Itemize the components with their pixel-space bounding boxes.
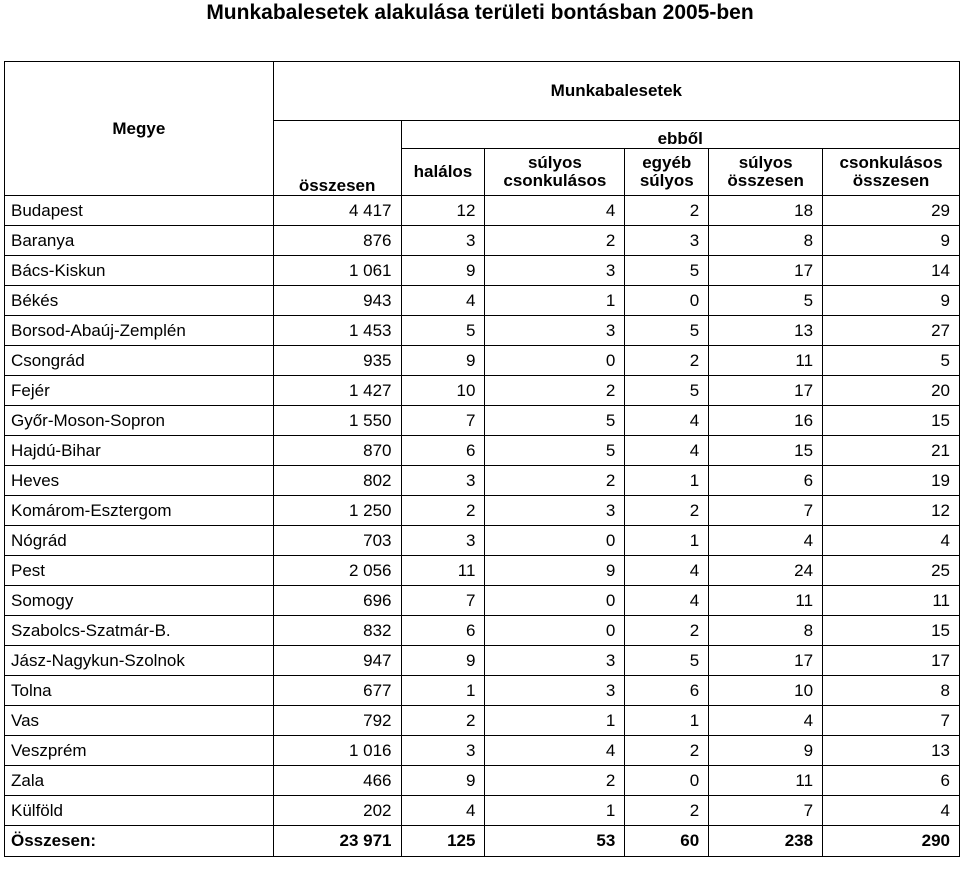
cell-halalos: 4: [401, 286, 485, 316]
header-line: súlyos: [639, 171, 694, 190]
total-sulyos-osszesen: 238: [709, 826, 823, 857]
table-row: [5, 586, 960, 616]
table-row: [5, 496, 960, 526]
cell-sulyos-osszesen: 8: [709, 616, 823, 646]
header-sulyos-osszesen: [709, 149, 823, 196]
cell-osszesen: 947: [273, 646, 401, 676]
table-row: [5, 196, 960, 226]
header-line: összesen: [727, 171, 804, 190]
cell-sulyos-osszesen: 16: [709, 406, 823, 436]
cell-sulyos-osszesen: 4: [709, 706, 823, 736]
cell-halalos: 9: [401, 256, 485, 286]
cell-megye: Pest: [5, 556, 274, 586]
cell-halalos: 7: [401, 406, 485, 436]
table-row: [5, 796, 960, 826]
cell-osszesen: 876: [273, 226, 401, 256]
cell-csonkulasos-osszesen: 8: [823, 676, 960, 706]
cell-osszesen: 677: [273, 676, 401, 706]
cell-halalos: 3: [401, 736, 485, 766]
cell-halalos: 7: [401, 586, 485, 616]
cell-sulyos-csonkulasos: 9: [485, 556, 625, 586]
cell-csonkulasos-osszesen: 29: [823, 196, 960, 226]
total-row: [5, 826, 960, 857]
cell-megye: Veszprém: [5, 736, 274, 766]
cell-sulyos-csonkulasos: 5: [485, 436, 625, 466]
cell-sulyos-csonkulasos: 3: [485, 316, 625, 346]
total-megye: Összesen:: [5, 826, 274, 857]
cell-egyeb-sulyos: 2: [625, 496, 709, 526]
cell-osszesen: 935: [273, 346, 401, 376]
cell-sulyos-csonkulasos: 1: [485, 706, 625, 736]
cell-csonkulasos-osszesen: 9: [823, 286, 960, 316]
cell-osszesen: 1 016: [273, 736, 401, 766]
cell-megye: Baranya: [5, 226, 274, 256]
cell-osszesen: 870: [273, 436, 401, 466]
cell-egyeb-sulyos: 2: [625, 736, 709, 766]
cell-halalos: 9: [401, 646, 485, 676]
cell-halalos: 12: [401, 196, 485, 226]
cell-osszesen: 1 427: [273, 376, 401, 406]
header-line: súlyos: [527, 153, 582, 172]
cell-sulyos-osszesen: 5: [709, 286, 823, 316]
header-halalos: halálos: [401, 149, 485, 196]
cell-egyeb-sulyos: 2: [625, 196, 709, 226]
header-line: összesen: [852, 171, 930, 190]
cell-megye: Budapest: [5, 196, 274, 226]
cell-sulyos-osszesen: 10: [709, 676, 823, 706]
cell-sulyos-csonkulasos: 0: [485, 346, 625, 376]
cell-egyeb-sulyos: 4: [625, 406, 709, 436]
cell-megye: Bács-Kiskun: [5, 256, 274, 286]
accident-table: [4, 61, 960, 857]
table-row: [5, 646, 960, 676]
cell-sulyos-csonkulasos: 3: [485, 496, 625, 526]
table-row: [5, 556, 960, 586]
cell-megye: Jász-Nagykun-Szolnok: [5, 646, 274, 676]
cell-egyeb-sulyos: 1: [625, 526, 709, 556]
cell-sulyos-osszesen: 8: [709, 226, 823, 256]
total-csonkulasos-osszesen: 290: [823, 826, 960, 857]
cell-csonkulasos-osszesen: 27: [823, 316, 960, 346]
cell-sulyos-osszesen: 7: [709, 796, 823, 826]
cell-egyeb-sulyos: 2: [625, 346, 709, 376]
cell-halalos: 5: [401, 316, 485, 346]
cell-halalos: 4: [401, 796, 485, 826]
table-row: [5, 376, 960, 406]
cell-halalos: 2: [401, 496, 485, 526]
header-line: egyéb: [642, 153, 692, 172]
cell-sulyos-osszesen: 6: [709, 466, 823, 496]
cell-osszesen: 202: [273, 796, 401, 826]
cell-sulyos-osszesen: 9: [709, 736, 823, 766]
cell-halalos: 3: [401, 466, 485, 496]
header-line: csonkulásos: [839, 153, 943, 172]
cell-megye: Heves: [5, 466, 274, 496]
cell-egyeb-sulyos: 3: [625, 226, 709, 256]
table-row: [5, 766, 960, 796]
cell-csonkulasos-osszesen: 11: [823, 586, 960, 616]
cell-csonkulasos-osszesen: 5: [823, 346, 960, 376]
cell-sulyos-osszesen: 7: [709, 496, 823, 526]
header-egyeb-sulyos: [625, 149, 709, 196]
header-line: súlyos: [738, 153, 793, 172]
cell-osszesen: 832: [273, 616, 401, 646]
cell-egyeb-sulyos: 2: [625, 796, 709, 826]
cell-egyeb-sulyos: 5: [625, 256, 709, 286]
cell-megye: Somogy: [5, 586, 274, 616]
cell-sulyos-osszesen: 4: [709, 526, 823, 556]
header-osszesen: összesen: [273, 121, 401, 196]
cell-sulyos-csonkulasos: 1: [485, 286, 625, 316]
cell-sulyos-csonkulasos: 0: [485, 526, 625, 556]
cell-sulyos-osszesen: 17: [709, 256, 823, 286]
cell-egyeb-sulyos: 0: [625, 766, 709, 796]
cell-megye: Komárom-Esztergom: [5, 496, 274, 526]
cell-sulyos-csonkulasos: 2: [485, 466, 625, 496]
cell-osszesen: 696: [273, 586, 401, 616]
total-halalos: 125: [401, 826, 485, 857]
cell-csonkulasos-osszesen: 15: [823, 406, 960, 436]
cell-megye: Győr-Moson-Sopron: [5, 406, 274, 436]
cell-sulyos-csonkulasos: 3: [485, 256, 625, 286]
table-body: [5, 196, 960, 857]
cell-egyeb-sulyos: 1: [625, 706, 709, 736]
cell-sulyos-csonkulasos: 4: [485, 736, 625, 766]
header-sulyos-csonkulasos: [485, 149, 625, 196]
cell-megye: Vas: [5, 706, 274, 736]
cell-csonkulasos-osszesen: 19: [823, 466, 960, 496]
cell-sulyos-csonkulasos: 0: [485, 616, 625, 646]
cell-megye: Tolna: [5, 676, 274, 706]
cell-sulyos-osszesen: 11: [709, 586, 823, 616]
cell-osszesen: 1 453: [273, 316, 401, 346]
cell-csonkulasos-osszesen: 13: [823, 736, 960, 766]
cell-sulyos-osszesen: 15: [709, 436, 823, 466]
cell-csonkulasos-osszesen: 12: [823, 496, 960, 526]
table-row: [5, 706, 960, 736]
cell-csonkulasos-osszesen: 7: [823, 706, 960, 736]
cell-egyeb-sulyos: 6: [625, 676, 709, 706]
cell-sulyos-osszesen: 17: [709, 646, 823, 676]
cell-halalos: 1: [401, 676, 485, 706]
cell-csonkulasos-osszesen: 17: [823, 646, 960, 676]
cell-sulyos-osszesen: 13: [709, 316, 823, 346]
cell-megye: Szabolcs-Szatmár-B.: [5, 616, 274, 646]
cell-sulyos-osszesen: 11: [709, 766, 823, 796]
cell-halalos: 10: [401, 376, 485, 406]
cell-sulyos-csonkulasos: 5: [485, 406, 625, 436]
cell-halalos: 9: [401, 346, 485, 376]
table-row: [5, 316, 960, 346]
cell-egyeb-sulyos: 4: [625, 586, 709, 616]
cell-halalos: 3: [401, 226, 485, 256]
cell-egyeb-sulyos: 5: [625, 376, 709, 406]
cell-csonkulasos-osszesen: 15: [823, 616, 960, 646]
cell-megye: Csongrád: [5, 346, 274, 376]
cell-csonkulasos-osszesen: 4: [823, 796, 960, 826]
table-row: [5, 616, 960, 646]
cell-halalos: 6: [401, 616, 485, 646]
header-munkabalesetek: Munkabalesetek: [273, 62, 959, 121]
header-csonkulasos-osszesen: [823, 149, 960, 196]
cell-sulyos-csonkulasos: 2: [485, 226, 625, 256]
cell-osszesen: 792: [273, 706, 401, 736]
cell-halalos: 6: [401, 436, 485, 466]
cell-sulyos-osszesen: 11: [709, 346, 823, 376]
table-row: [5, 286, 960, 316]
table-row: [5, 346, 960, 376]
cell-osszesen: 703: [273, 526, 401, 556]
cell-osszesen: 1 550: [273, 406, 401, 436]
table-row: [5, 526, 960, 556]
cell-osszesen: 2 056: [273, 556, 401, 586]
total-sulyos-csonkulasos: 53: [485, 826, 625, 857]
cell-megye: Borsod-Abaúj-Zemplén: [5, 316, 274, 346]
total-egyeb-sulyos: 60: [625, 826, 709, 857]
cell-egyeb-sulyos: 5: [625, 646, 709, 676]
cell-egyeb-sulyos: 4: [625, 556, 709, 586]
cell-osszesen: 4 417: [273, 196, 401, 226]
cell-osszesen: 802: [273, 466, 401, 496]
cell-egyeb-sulyos: 1: [625, 466, 709, 496]
cell-megye: Fejér: [5, 376, 274, 406]
cell-csonkulasos-osszesen: 4: [823, 526, 960, 556]
cell-csonkulasos-osszesen: 14: [823, 256, 960, 286]
cell-megye: Nógrád: [5, 526, 274, 556]
cell-sulyos-csonkulasos: 1: [485, 796, 625, 826]
cell-egyeb-sulyos: 4: [625, 436, 709, 466]
table-row: [5, 736, 960, 766]
header-line: csonkulásos: [503, 171, 607, 190]
cell-egyeb-sulyos: 2: [625, 616, 709, 646]
cell-csonkulasos-osszesen: 25: [823, 556, 960, 586]
cell-csonkulasos-osszesen: 20: [823, 376, 960, 406]
cell-csonkulasos-osszesen: 21: [823, 436, 960, 466]
cell-sulyos-csonkulasos: 3: [485, 676, 625, 706]
cell-csonkulasos-osszesen: 6: [823, 766, 960, 796]
header-ebbol: ebből: [401, 121, 959, 149]
cell-osszesen: 943: [273, 286, 401, 316]
cell-osszesen: 1 250: [273, 496, 401, 526]
cell-sulyos-osszesen: 24: [709, 556, 823, 586]
cell-sulyos-osszesen: 18: [709, 196, 823, 226]
cell-csonkulasos-osszesen: 9: [823, 226, 960, 256]
total-osszesen: 23 971: [273, 826, 401, 857]
header-megye: Megye: [5, 62, 274, 196]
cell-megye: Zala: [5, 766, 274, 796]
cell-megye: Külföld: [5, 796, 274, 826]
cell-osszesen: 466: [273, 766, 401, 796]
table-row: [5, 436, 960, 466]
cell-egyeb-sulyos: 5: [625, 316, 709, 346]
cell-halalos: 11: [401, 556, 485, 586]
cell-halalos: 2: [401, 706, 485, 736]
page-title: Munkabalesetek alakulása területi bontásban 2005-ben: [206, 1, 754, 24]
table-row: [5, 226, 960, 256]
cell-osszesen: 1 061: [273, 256, 401, 286]
table-row: [5, 406, 960, 436]
cell-sulyos-csonkulasos: 2: [485, 766, 625, 796]
table-row: [5, 256, 960, 286]
cell-sulyos-csonkulasos: 0: [485, 586, 625, 616]
cell-egyeb-sulyos: 0: [625, 286, 709, 316]
table-row: [5, 466, 960, 496]
cell-sulyos-csonkulasos: 2: [485, 376, 625, 406]
cell-sulyos-osszesen: 17: [709, 376, 823, 406]
cell-halalos: 9: [401, 766, 485, 796]
cell-sulyos-csonkulasos: 4: [485, 196, 625, 226]
cell-megye: Hajdú-Bihar: [5, 436, 274, 466]
cell-sulyos-csonkulasos: 3: [485, 646, 625, 676]
table-row: [5, 676, 960, 706]
cell-halalos: 3: [401, 526, 485, 556]
cell-megye: Békés: [5, 286, 274, 316]
